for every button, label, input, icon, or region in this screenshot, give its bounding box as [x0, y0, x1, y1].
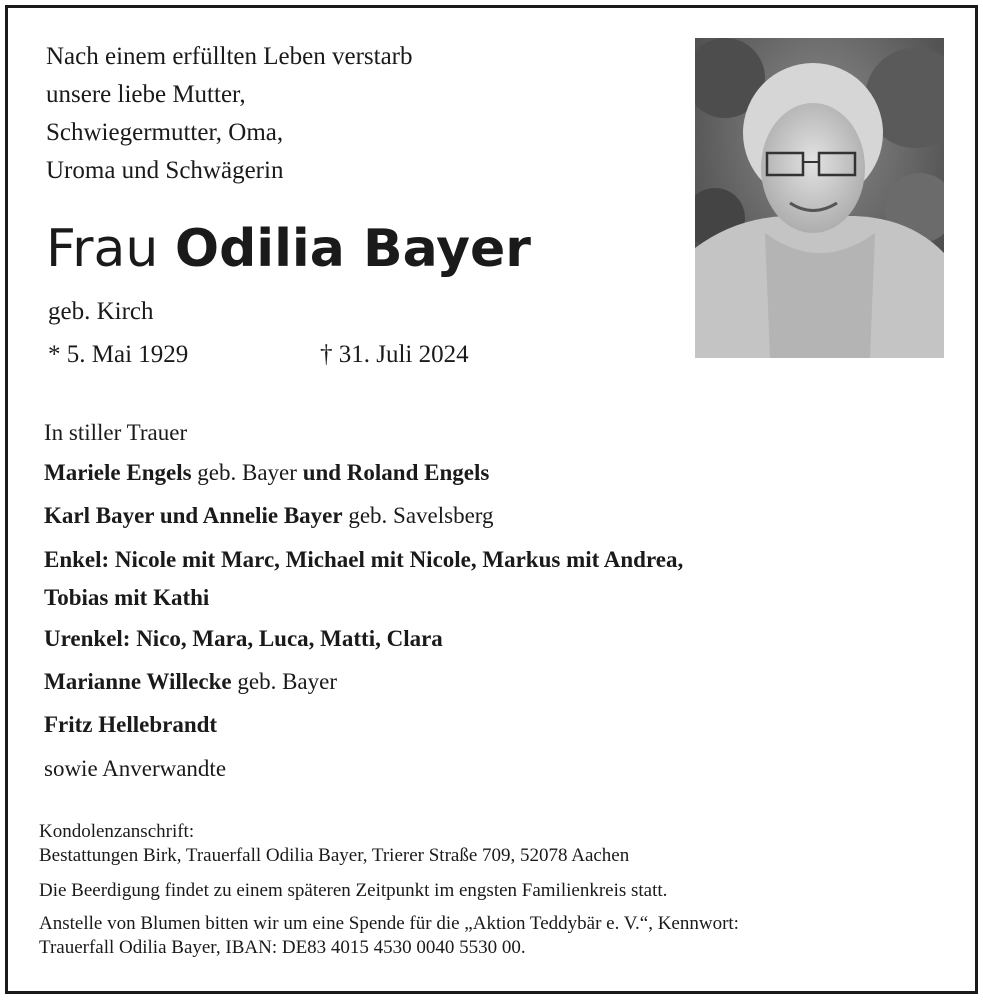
birth-name: geb. Kirch — [48, 298, 154, 325]
condolence-label: Kondolenzanschrift: — [39, 821, 195, 842]
donation-line: Trauerfall Odilia Bayer, IBAN: DE83 4015 4530 0040 5530 00. — [39, 937, 526, 958]
life-dates — [48, 341, 469, 369]
name-full: Odilia Bayer — [174, 219, 531, 279]
family-line — [44, 545, 683, 575]
family-line — [44, 667, 337, 697]
intro-text — [46, 38, 413, 190]
family-line — [44, 624, 443, 654]
mourning-heading: In stiller Trauer — [44, 420, 188, 445]
mourning-closing: sowie Anverwandte — [44, 756, 227, 781]
portrait-image — [695, 38, 944, 358]
family-bold: Karl Bayer und Annelie Bayer — [44, 503, 343, 528]
intro-line: unsere liebe Mutter, — [46, 81, 246, 108]
family-bold: Tobias mit Kathi — [44, 585, 210, 610]
death-date: † 31. Juli 2024 — [320, 341, 469, 368]
family-normal: geb. Bayer — [191, 460, 303, 485]
name-prefix: Frau — [46, 219, 159, 279]
family-line — [44, 501, 494, 531]
condolence-address: Bestattungen Birk, Trauerfall Odilia Bayer, Trierer Straße 709, 52078 Aachen — [39, 845, 630, 866]
family-bold: Enkel: Nicole mit Marc, Michael mit Nicole, Markus mit Andrea, — [44, 547, 684, 572]
birth-date: * 5. Mai 1929 — [48, 341, 189, 368]
obituary-frame — [5, 5, 978, 994]
donation-line: Anstelle von Blumen bitten wir um eine Spende für die „Aktion Teddybär e. V.“, Kennwort: — [39, 913, 739, 934]
family-line — [44, 458, 489, 488]
family-normal: geb. Savelsberg — [342, 503, 494, 528]
family-bold: Marianne Willecke — [44, 669, 232, 694]
family-bold: Urenkel: Nico, Mara, Luca, Matti, Clara — [44, 626, 443, 651]
deceased-name — [46, 216, 531, 282]
funeral-note: Die Beerdigung findet zu einem späteren Zeitpunkt im engsten Familienkreis statt. — [39, 880, 668, 901]
intro-line: Nach einem erfüllten Leben verstarb — [46, 43, 413, 70]
intro-line: Schwiegermutter, Oma, — [46, 119, 284, 146]
family-bold: und Roland Engels — [302, 460, 490, 485]
family-line — [44, 710, 217, 740]
intro-line: Uroma und Schwägerin — [46, 157, 284, 184]
portrait-photo — [695, 38, 944, 358]
family-bold: Mariele Engels — [44, 460, 192, 485]
mourners-section — [44, 418, 684, 781]
family-normal: geb. Bayer — [231, 669, 337, 694]
family-line — [44, 583, 209, 613]
family-bold: Fritz Hellebrandt — [44, 712, 218, 737]
footer-notes — [39, 820, 739, 960]
